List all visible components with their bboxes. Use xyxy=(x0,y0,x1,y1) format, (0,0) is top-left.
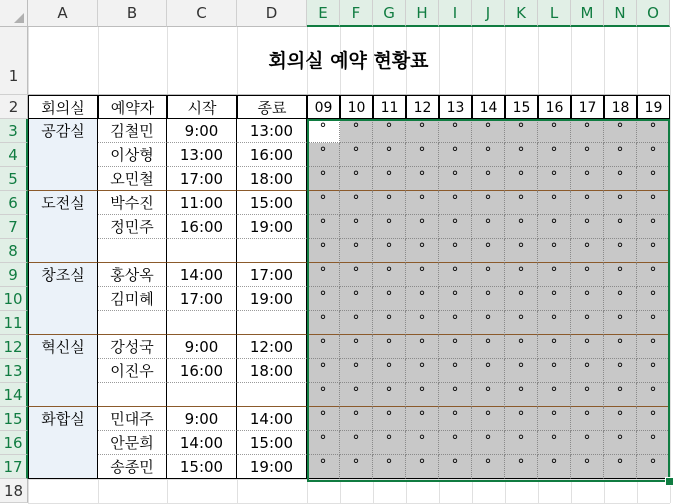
schedule-cell[interactable]: ° xyxy=(406,215,439,239)
schedule-cell[interactable]: ° xyxy=(472,383,505,407)
schedule-cell[interactable]: ° xyxy=(406,407,439,431)
schedule-cell[interactable]: ° xyxy=(538,119,571,143)
schedule-cell[interactable]: ° xyxy=(439,263,472,287)
schedule-cell[interactable]: ° xyxy=(340,215,373,239)
schedule-cell[interactable]: ° xyxy=(637,215,670,239)
end-time-cell[interactable]: 18:00 xyxy=(237,167,307,191)
schedule-cell[interactable]: ° xyxy=(538,407,571,431)
column-header-l[interactable]: L xyxy=(538,0,571,27)
schedule-cell[interactable]: ° xyxy=(340,311,373,335)
start-time-cell[interactable] xyxy=(167,383,237,407)
schedule-cell[interactable]: ° xyxy=(472,167,505,191)
schedule-cell[interactable]: ° xyxy=(340,359,373,383)
start-time-cell[interactable]: 14:00 xyxy=(167,263,237,287)
schedule-cell[interactable]: ° xyxy=(340,455,373,479)
schedule-cell[interactable]: ° xyxy=(340,191,373,215)
start-time-cell[interactable]: 17:00 xyxy=(167,167,237,191)
schedule-cell[interactable]: ° xyxy=(637,455,670,479)
schedule-cell[interactable]: ° xyxy=(637,143,670,167)
schedule-cell[interactable]: ° xyxy=(538,311,571,335)
schedule-cell[interactable]: ° xyxy=(571,335,604,359)
room-name-cell[interactable]: 창조실 xyxy=(28,263,98,335)
schedule-cell[interactable]: ° xyxy=(571,119,604,143)
schedule-cell[interactable]: ° xyxy=(307,455,340,479)
schedule-cell[interactable]: ° xyxy=(406,119,439,143)
schedule-cell[interactable]: ° xyxy=(439,167,472,191)
schedule-cell[interactable]: ° xyxy=(472,119,505,143)
schedule-cell[interactable]: ° xyxy=(472,263,505,287)
room-name-cell[interactable]: 공감실 xyxy=(28,119,98,191)
row-header-14[interactable]: 14 xyxy=(0,383,28,407)
schedule-cell[interactable]: ° xyxy=(439,119,472,143)
schedule-cell[interactable]: ° xyxy=(505,359,538,383)
schedule-cell[interactable]: ° xyxy=(439,215,472,239)
schedule-cell[interactable]: ° xyxy=(340,119,373,143)
schedule-cell[interactable]: ° xyxy=(571,167,604,191)
start-time-cell[interactable]: 16:00 xyxy=(167,359,237,383)
gridline xyxy=(670,27,671,503)
schedule-cell[interactable]: ° xyxy=(505,455,538,479)
column-header-f[interactable]: F xyxy=(340,0,373,27)
start-time-cell[interactable]: 14:00 xyxy=(167,431,237,455)
schedule-cell[interactable]: ° xyxy=(604,335,637,359)
schedule-cell[interactable]: ° xyxy=(307,431,340,455)
row-header-3[interactable]: 3 xyxy=(0,119,28,143)
column-header-k[interactable]: K xyxy=(505,0,538,27)
fill-handle[interactable] xyxy=(665,477,674,486)
room-name-cell[interactable]: 혁신실 xyxy=(28,335,98,407)
schedule-cell[interactable]: ° xyxy=(604,311,637,335)
end-time-cell[interactable]: 19:00 xyxy=(237,455,307,479)
schedule-cell[interactable]: ° xyxy=(571,455,604,479)
schedule-cell[interactable]: ° xyxy=(505,215,538,239)
row-header-8[interactable]: 8 xyxy=(0,239,28,263)
sheet-title: 회의실 예약 현황표 xyxy=(28,27,669,95)
schedule-cell[interactable]: ° xyxy=(439,143,472,167)
schedule-cell[interactable]: ° xyxy=(472,455,505,479)
column-header-a[interactable]: A xyxy=(28,0,98,27)
schedule-cell[interactable]: ° xyxy=(604,431,637,455)
schedule-cell[interactable]: ° xyxy=(340,407,373,431)
table-header-cell[interactable]: 19 xyxy=(637,95,670,119)
schedule-cell[interactable]: ° xyxy=(538,263,571,287)
row-header-13[interactable]: 13 xyxy=(0,359,28,383)
gridline xyxy=(28,479,670,480)
schedule-cell[interactable]: ° xyxy=(373,191,406,215)
schedule-cell[interactable]: ° xyxy=(538,191,571,215)
schedule-cell[interactable]: ° xyxy=(439,191,472,215)
end-time-cell[interactable]: 17:00 xyxy=(237,263,307,287)
start-time-cell[interactable]: 11:00 xyxy=(167,191,237,215)
reservation-name-cell[interactable]: 김미혜 xyxy=(98,287,167,311)
schedule-cell[interactable]: ° xyxy=(472,335,505,359)
schedule-cell[interactable]: ° xyxy=(604,359,637,383)
start-time-cell[interactable]: 16:00 xyxy=(167,215,237,239)
schedule-cell[interactable]: ° xyxy=(340,239,373,263)
schedule-cell[interactable]: ° xyxy=(538,143,571,167)
schedule-cell[interactable]: ° xyxy=(439,335,472,359)
schedule-cell[interactable]: ° xyxy=(571,143,604,167)
schedule-cell[interactable]: ° xyxy=(373,335,406,359)
schedule-cell[interactable]: ° xyxy=(505,287,538,311)
schedule-cell[interactable]: ° xyxy=(439,359,472,383)
start-time-cell[interactable] xyxy=(167,239,237,263)
row-header-9[interactable]: 9 xyxy=(0,263,28,287)
schedule-cell[interactable]: ° xyxy=(439,431,472,455)
start-time-cell[interactable]: 9:00 xyxy=(167,335,237,359)
start-time-cell[interactable]: 17:00 xyxy=(167,287,237,311)
table-header-cell[interactable]: 09 xyxy=(307,95,340,119)
column-header-j[interactable]: J xyxy=(472,0,505,27)
schedule-cell[interactable]: ° xyxy=(604,215,637,239)
schedule-cell[interactable]: ° xyxy=(307,191,340,215)
schedule-cell[interactable]: ° xyxy=(604,191,637,215)
schedule-cell[interactable]: ° xyxy=(538,455,571,479)
schedule-cell[interactable]: ° xyxy=(472,407,505,431)
table-header-cell[interactable]: 18 xyxy=(604,95,637,119)
schedule-cell[interactable]: ° xyxy=(472,431,505,455)
room-name-cell[interactable]: 화합실 xyxy=(28,407,98,479)
column-header-c[interactable]: C xyxy=(167,0,237,27)
schedule-cell[interactable]: ° xyxy=(340,287,373,311)
schedule-cell[interactable]: ° xyxy=(307,407,340,431)
schedule-cell[interactable]: ° xyxy=(406,191,439,215)
column-header-d[interactable]: D xyxy=(237,0,307,27)
schedule-cell[interactable]: ° xyxy=(538,383,571,407)
schedule-cell[interactable]: ° xyxy=(505,167,538,191)
end-time-cell[interactable]: 13:00 xyxy=(237,119,307,143)
end-time-cell[interactable]: 15:00 xyxy=(237,191,307,215)
schedule-cell[interactable]: ° xyxy=(637,119,670,143)
schedule-cell[interactable]: ° xyxy=(307,215,340,239)
schedule-cell[interactable]: ° xyxy=(538,239,571,263)
schedule-cell[interactable]: ° xyxy=(307,335,340,359)
schedule-cell[interactable]: ° xyxy=(406,335,439,359)
schedule-cell[interactable]: ° xyxy=(439,383,472,407)
end-time-cell[interactable]: 16:00 xyxy=(237,143,307,167)
schedule-cell[interactable]: ° xyxy=(406,431,439,455)
reservation-name-cell[interactable]: 송종민 xyxy=(98,455,167,479)
schedule-cell[interactable]: ° xyxy=(505,263,538,287)
schedule-cell[interactable]: ° xyxy=(505,383,538,407)
schedule-cell[interactable]: ° xyxy=(637,335,670,359)
start-time-cell[interactable]: 9:00 xyxy=(167,119,237,143)
schedule-cell[interactable]: ° xyxy=(637,191,670,215)
schedule-cell[interactable]: ° xyxy=(373,215,406,239)
schedule-cell[interactable]: ° xyxy=(604,455,637,479)
schedule-cell[interactable]: ° xyxy=(307,167,340,191)
column-header-n[interactable]: N xyxy=(604,0,637,27)
schedule-cell[interactable]: ° xyxy=(571,239,604,263)
schedule-cell[interactable]: ° xyxy=(505,431,538,455)
table-header-cell[interactable]: 12 xyxy=(406,95,439,119)
reservation-name-cell[interactable] xyxy=(98,239,167,263)
end-time-cell[interactable]: 18:00 xyxy=(237,359,307,383)
schedule-cell[interactable]: ° xyxy=(406,239,439,263)
schedule-cell[interactable]: ° xyxy=(439,407,472,431)
schedule-cell[interactable]: ° xyxy=(571,191,604,215)
schedule-cell[interactable]: ° xyxy=(472,311,505,335)
schedule-cell[interactable]: ° xyxy=(571,383,604,407)
schedule-cell[interactable]: ° xyxy=(406,311,439,335)
row-header-7[interactable]: 7 xyxy=(0,215,28,239)
schedule-cell[interactable]: ° xyxy=(373,431,406,455)
schedule-cell[interactable]: ° xyxy=(604,143,637,167)
end-time-cell[interactable]: 15:00 xyxy=(237,431,307,455)
schedule-cell[interactable]: ° xyxy=(373,455,406,479)
schedule-cell[interactable]: ° xyxy=(637,311,670,335)
schedule-cell[interactable]: ° xyxy=(604,119,637,143)
schedule-cell[interactable]: ° xyxy=(505,239,538,263)
schedule-cell[interactable]: ° xyxy=(604,167,637,191)
table-header-cell[interactable]: 17 xyxy=(571,95,604,119)
schedule-cell[interactable]: ° xyxy=(505,143,538,167)
row-header-4[interactable]: 4 xyxy=(0,143,28,167)
end-time-cell[interactable]: 12:00 xyxy=(237,335,307,359)
table-header-cell[interactable]: 14 xyxy=(472,95,505,119)
reservation-name-cell[interactable]: 민대주 xyxy=(98,407,167,431)
end-time-cell[interactable] xyxy=(237,311,307,335)
schedule-cell[interactable]: ° xyxy=(505,191,538,215)
row-header-18[interactable]: 18 xyxy=(0,479,28,503)
schedule-cell[interactable]: ° xyxy=(439,311,472,335)
row-header-5[interactable]: 5 xyxy=(0,167,28,191)
start-time-cell[interactable]: 13:00 xyxy=(167,143,237,167)
schedule-cell[interactable]: ° xyxy=(307,311,340,335)
reservation-name-cell[interactable]: 정민주 xyxy=(98,215,167,239)
schedule-cell[interactable]: ° xyxy=(538,215,571,239)
schedule-cell[interactable]: ° xyxy=(373,143,406,167)
schedule-cell[interactable]: ° xyxy=(604,383,637,407)
schedule-cell[interactable]: ° xyxy=(604,263,637,287)
schedule-cell[interactable]: ° xyxy=(571,287,604,311)
schedule-cell[interactable]: ° xyxy=(406,263,439,287)
table-header-cell[interactable]: 종료 xyxy=(237,95,307,119)
column-header-i[interactable]: I xyxy=(439,0,472,27)
schedule-cell[interactable]: ° xyxy=(538,335,571,359)
reservation-name-cell[interactable]: 안문희 xyxy=(98,431,167,455)
schedule-cell[interactable]: ° xyxy=(571,407,604,431)
table-header-cell[interactable]: 15 xyxy=(505,95,538,119)
schedule-cell[interactable]: ° xyxy=(472,287,505,311)
schedule-cell[interactable]: ° xyxy=(439,455,472,479)
schedule-cell[interactable]: ° xyxy=(406,359,439,383)
schedule-cell[interactable]: ° xyxy=(373,239,406,263)
schedule-cell[interactable]: ° xyxy=(307,143,340,167)
schedule-cell[interactable]: ° xyxy=(637,383,670,407)
schedule-cell[interactable]: ° xyxy=(439,287,472,311)
schedule-cell[interactable]: ° xyxy=(637,359,670,383)
schedule-cell[interactable]: ° xyxy=(340,383,373,407)
reservation-name-cell[interactable] xyxy=(98,383,167,407)
schedule-cell[interactable]: ° xyxy=(637,407,670,431)
table-header-cell[interactable]: 예약자 xyxy=(98,95,167,119)
start-time-cell[interactable] xyxy=(167,311,237,335)
schedule-cell[interactable]: ° xyxy=(538,431,571,455)
table-header-cell[interactable]: 10 xyxy=(340,95,373,119)
schedule-cell[interactable]: ° xyxy=(538,359,571,383)
schedule-cell[interactable]: ° xyxy=(637,167,670,191)
row-header-1[interactable]: 1 xyxy=(0,27,28,95)
schedule-cell[interactable]: ° xyxy=(340,263,373,287)
end-time-cell[interactable] xyxy=(237,383,307,407)
schedule-cell[interactable]: ° xyxy=(472,215,505,239)
schedule-cell[interactable]: ° xyxy=(373,167,406,191)
schedule-cell[interactable]: ° xyxy=(505,119,538,143)
schedule-cell[interactable]: ° xyxy=(307,119,340,143)
schedule-cell[interactable]: ° xyxy=(637,287,670,311)
schedule-cell[interactable]: ° xyxy=(439,239,472,263)
schedule-cell[interactable]: ° xyxy=(307,359,340,383)
row-header-12[interactable]: 12 xyxy=(0,335,28,359)
end-time-cell[interactable]: 19:00 xyxy=(237,215,307,239)
table-header-cell[interactable]: 13 xyxy=(439,95,472,119)
row-header-16[interactable]: 16 xyxy=(0,431,28,455)
schedule-cell[interactable]: ° xyxy=(637,431,670,455)
schedule-cell[interactable]: ° xyxy=(505,335,538,359)
schedule-cell[interactable]: ° xyxy=(406,143,439,167)
schedule-cell[interactable]: ° xyxy=(373,359,406,383)
reservation-name-cell[interactable]: 이진우 xyxy=(98,359,167,383)
schedule-cell[interactable]: ° xyxy=(571,263,604,287)
schedule-cell[interactable]: ° xyxy=(373,311,406,335)
schedule-cell[interactable]: ° xyxy=(571,215,604,239)
schedule-cell[interactable]: ° xyxy=(604,407,637,431)
schedule-cell[interactable]: ° xyxy=(406,455,439,479)
schedule-cell[interactable]: ° xyxy=(472,191,505,215)
schedule-cell[interactable]: ° xyxy=(340,431,373,455)
row-header-6[interactable]: 6 xyxy=(0,191,28,215)
select-all-corner[interactable] xyxy=(0,0,28,27)
column-header-o[interactable]: O xyxy=(637,0,670,27)
schedule-cell[interactable]: ° xyxy=(373,119,406,143)
end-time-cell[interactable] xyxy=(237,239,307,263)
room-name-cell[interactable]: 도전실 xyxy=(28,191,98,263)
schedule-cell[interactable]: ° xyxy=(340,143,373,167)
schedule-cell[interactable]: ° xyxy=(571,431,604,455)
reservation-name-cell[interactable]: 강성국 xyxy=(98,335,167,359)
table-header-cell[interactable]: 11 xyxy=(373,95,406,119)
column-header-g[interactable]: G xyxy=(373,0,406,27)
row-header-2[interactable]: 2 xyxy=(0,95,28,119)
start-time-cell[interactable]: 9:00 xyxy=(167,407,237,431)
reservation-name-cell[interactable]: 홍상옥 xyxy=(98,263,167,287)
schedule-cell[interactable]: ° xyxy=(472,359,505,383)
schedule-cell[interactable]: ° xyxy=(505,407,538,431)
row-header-10[interactable]: 10 xyxy=(0,287,28,311)
schedule-cell[interactable]: ° xyxy=(571,359,604,383)
column-header-e[interactable]: E xyxy=(307,0,340,27)
schedule-cell[interactable]: ° xyxy=(373,407,406,431)
schedule-cell[interactable]: ° xyxy=(406,167,439,191)
column-header-b[interactable]: B xyxy=(98,0,167,27)
schedule-cell[interactable]: ° xyxy=(505,311,538,335)
schedule-cell[interactable]: ° xyxy=(538,167,571,191)
schedule-cell[interactable]: ° xyxy=(373,287,406,311)
schedule-cell[interactable]: ° xyxy=(307,383,340,407)
schedule-cell[interactable]: ° xyxy=(373,383,406,407)
schedule-cell[interactable]: ° xyxy=(472,143,505,167)
column-header-h[interactable]: H xyxy=(406,0,439,27)
table-header-cell[interactable]: 시작 xyxy=(167,95,237,119)
table-header-cell[interactable]: 회의실 xyxy=(28,95,98,119)
schedule-cell[interactable]: ° xyxy=(307,239,340,263)
table-header-cell[interactable]: 16 xyxy=(538,95,571,119)
reservation-name-cell[interactable] xyxy=(98,311,167,335)
row-header-17[interactable]: 17 xyxy=(0,455,28,479)
schedule-cell[interactable]: ° xyxy=(373,263,406,287)
reservation-name-cell[interactable]: 이상형 xyxy=(98,143,167,167)
start-time-cell[interactable]: 15:00 xyxy=(167,455,237,479)
schedule-cell[interactable]: ° xyxy=(307,287,340,311)
reservation-name-cell[interactable]: 김철민 xyxy=(98,119,167,143)
schedule-cell[interactable]: ° xyxy=(406,287,439,311)
schedule-cell[interactable]: ° xyxy=(538,287,571,311)
reservation-name-cell[interactable]: 오민철 xyxy=(98,167,167,191)
schedule-cell[interactable]: ° xyxy=(406,383,439,407)
row-header-11[interactable]: 11 xyxy=(0,311,28,335)
column-header-m[interactable]: M xyxy=(571,0,604,27)
schedule-cell[interactable]: ° xyxy=(307,263,340,287)
schedule-cell[interactable]: ° xyxy=(604,287,637,311)
schedule-cell[interactable]: ° xyxy=(340,335,373,359)
reservation-name-cell[interactable]: 박수진 xyxy=(98,191,167,215)
schedule-cell[interactable]: ° xyxy=(571,311,604,335)
end-time-cell[interactable]: 14:00 xyxy=(237,407,307,431)
schedule-cell[interactable]: ° xyxy=(472,239,505,263)
row-header-15[interactable]: 15 xyxy=(0,407,28,431)
schedule-cell[interactable]: ° xyxy=(340,167,373,191)
schedule-cell[interactable]: ° xyxy=(637,263,670,287)
schedule-cell[interactable]: ° xyxy=(604,239,637,263)
schedule-cell[interactable]: ° xyxy=(637,239,670,263)
end-time-cell[interactable]: 19:00 xyxy=(237,287,307,311)
